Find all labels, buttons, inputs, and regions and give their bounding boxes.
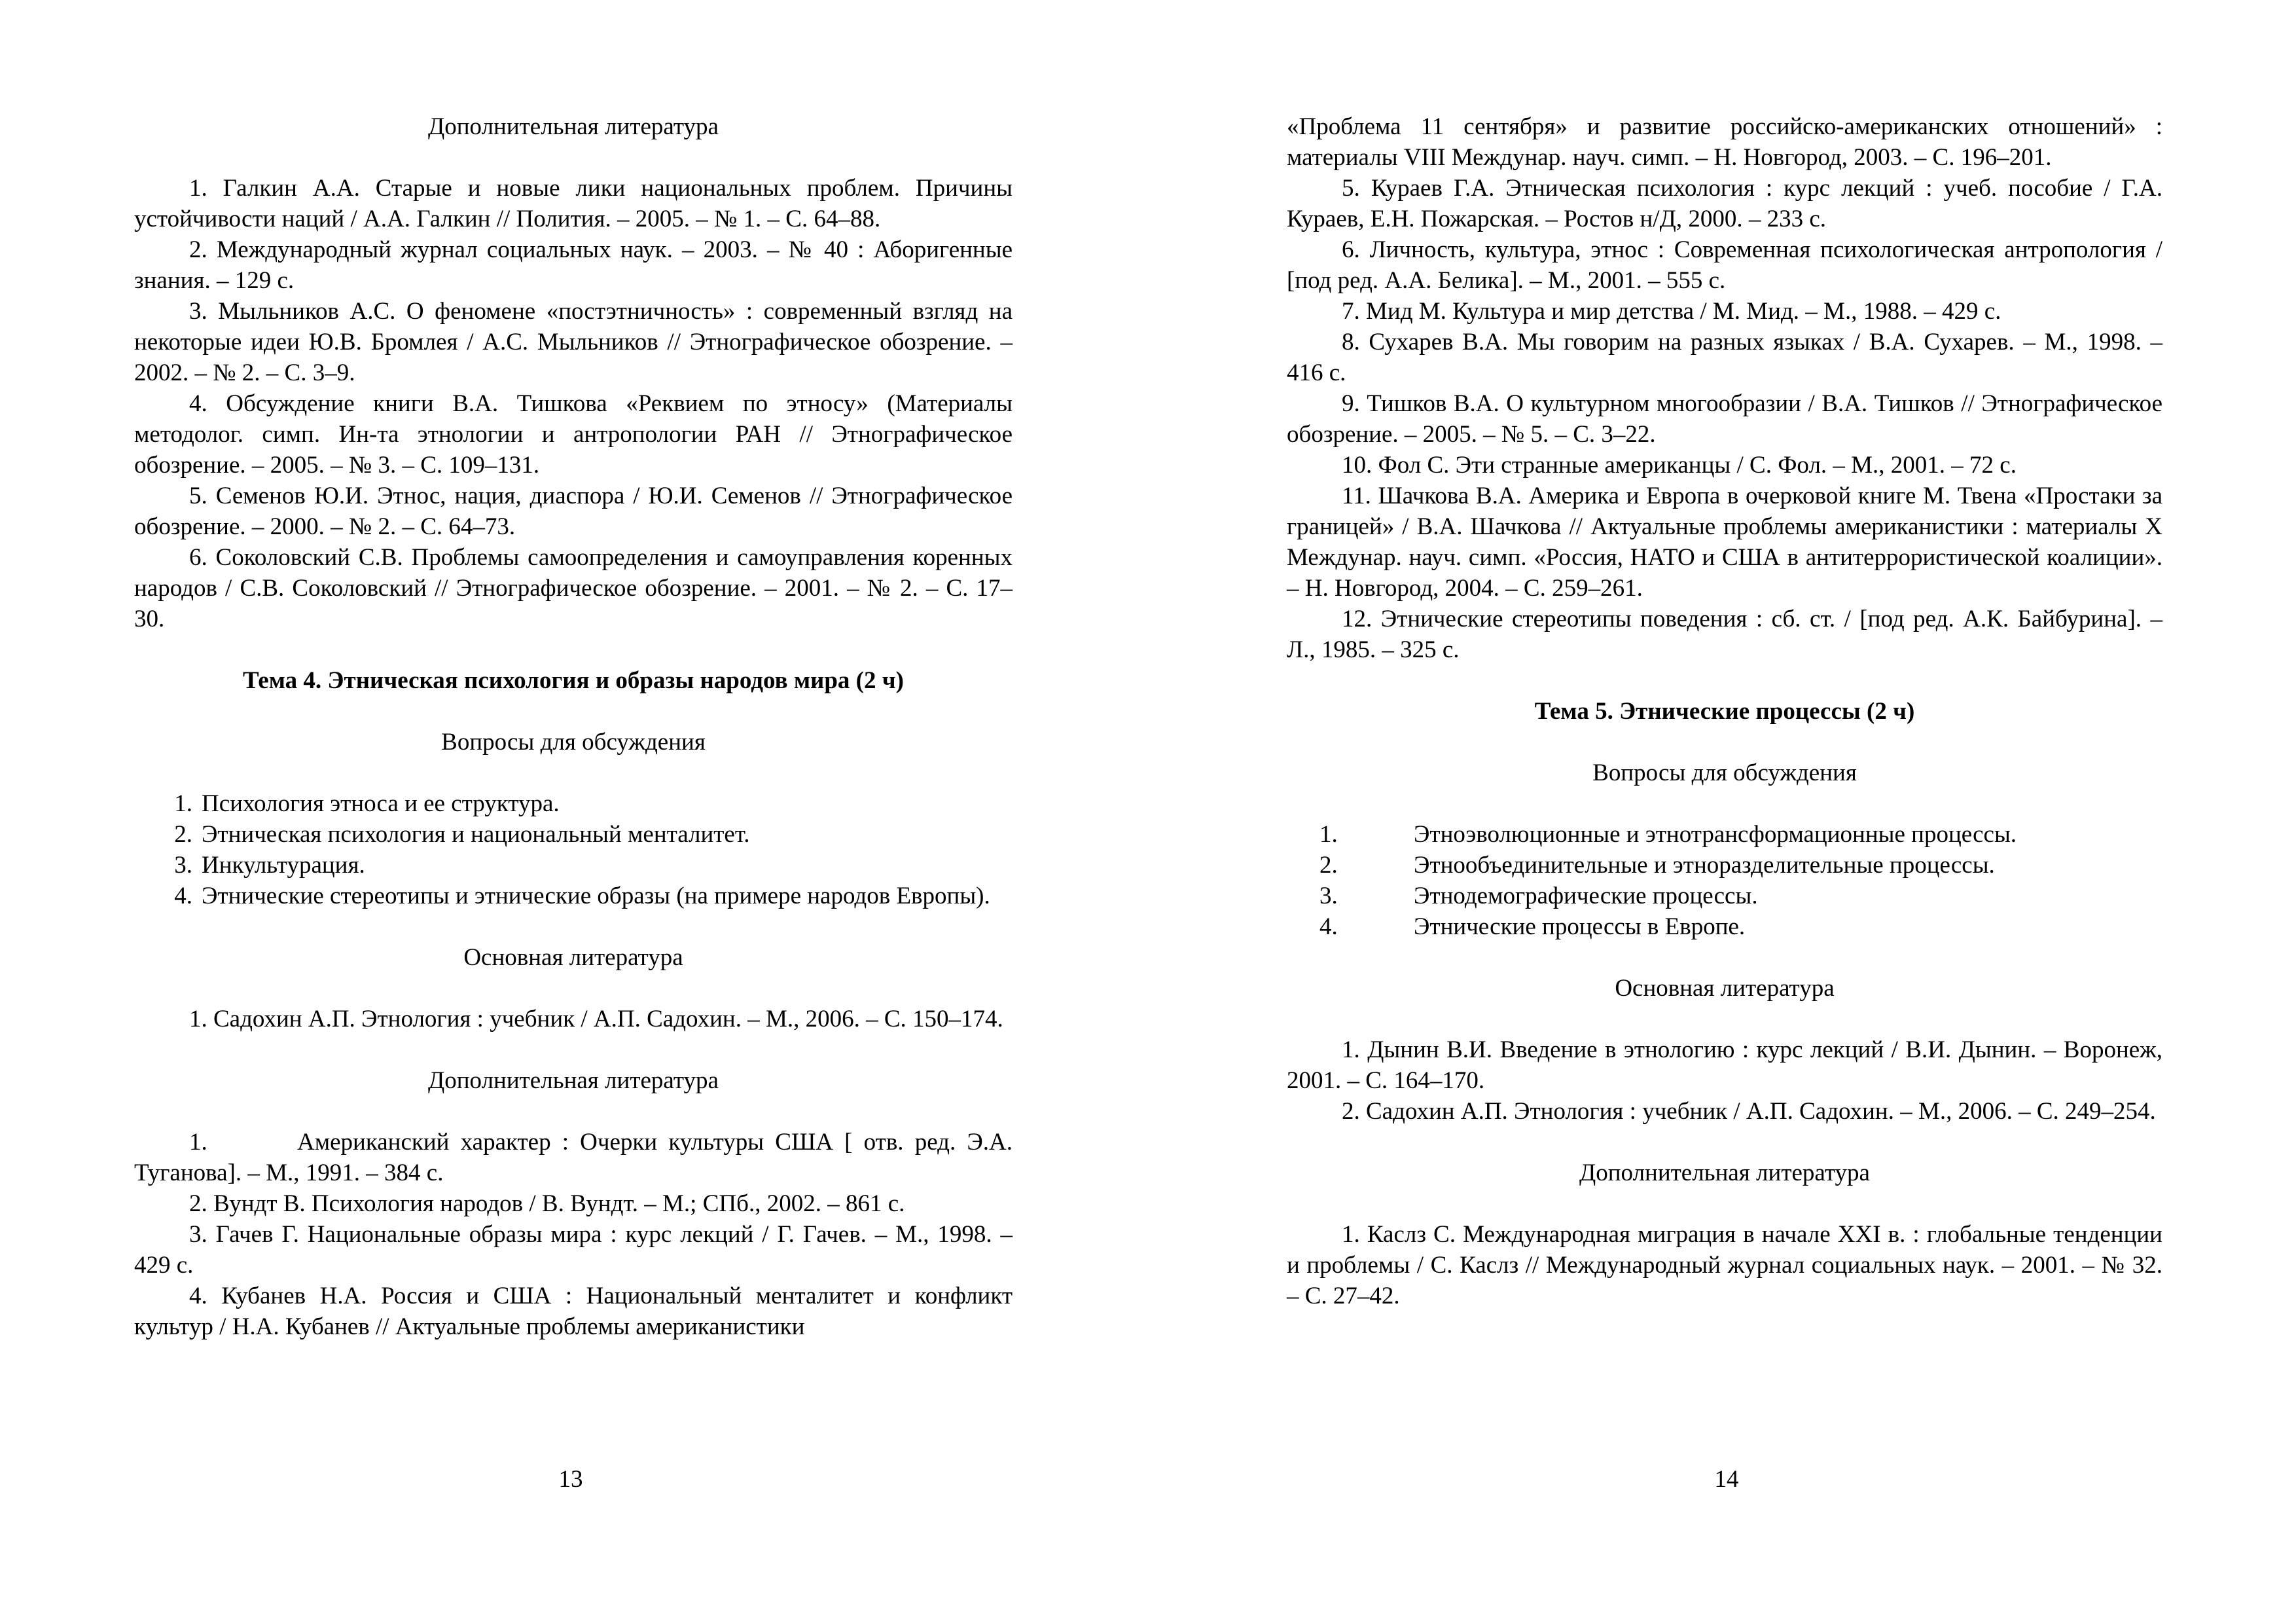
- main-lit-heading-4: Основная литература: [463, 944, 683, 971]
- reference-item: 1. Американский характер : Очерки культуры США [ отв. ред. Э.А. Туганова]. – М., 1991. – 384 с.: [134, 1129, 1019, 1186]
- list-item: 4. Этнические процессы в Европе.: [1319, 913, 1746, 940]
- list-item: 2. Этнообъединительные и этноразделительные процессы.: [1319, 852, 1995, 879]
- reference-item: 2. Садохин А.П. Этнология : учебник / А.П. Садохин. – М., 2006. – С. 249–254.: [1342, 1098, 2156, 1125]
- reference-item: 9. Тишков В.А. О культурном многообразии / В.А. Тишков // Этнографическое обозрение. – 2005. – № 5. – С. 3–22.: [1287, 390, 2162, 448]
- extra-lit-heading-2: Дополнительная литература: [428, 1067, 719, 1094]
- reference-item: 5. Кураев Г.А. Этническая психология : курс лекций : учеб. пособие / Г.А. Кураев, Е.Н. Пожарская. – Ростов н/Д, 2000. – 233 с.: [1287, 175, 2162, 232]
- main-lit-heading-5: Основная литература: [1615, 975, 1835, 1002]
- reference-item: 7. Мид М. Культура и мир детства / М. Мид. – М., 1988. – 429 с.: [1342, 298, 2001, 325]
- reference-item: 11. Шачкова В.А. Америка и Европа в очерковой книге М. Твена «Простаки за границей» / В.А. Шачкова // Актуальные проблемы американистики : материалы X Междунар. науч. симп. «Россия, НАТО и США в антитеррористической коалиции». – Н. Новгород, 2004. – С. 259–261.: [1287, 483, 2162, 602]
- questions-list-5: [1287, 819, 2162, 942]
- reference-item: 3. Мыльников А.С. О феномене «постэтничность» : современный взгляд на некоторые идеи Ю.В. Бромлея / А.С. Мыльников // Этнографическое обозрение. – 2002. – № 2. – С. 3–9.: [134, 298, 1013, 386]
- extra-refs-2: [134, 1127, 1019, 1342]
- right-page: [1287, 111, 2162, 1311]
- reference-item: 4. Кубанев Н.А. Россия и США : Национальный менталитет и конфликт культур / Н.А. Кубанев // Актуальные проблемы американистики: [134, 1283, 1013, 1340]
- extra-refs-cont: [1287, 173, 2162, 665]
- reference-item: 1. Садохин А.П. Этнология : учебник / А.П. Садохин. – М., 2006. – С. 150–174.: [189, 1006, 1003, 1032]
- reference-item: 4. Обсуждение книги В.А. Тишкова «Реквием по этносу» (Материалы методолог. симп. Ин-та этнологии и антропологии РАН // Этнографическое обозрение. – 2005. – № 3. – С. 109–131.: [134, 390, 1013, 479]
- extra-lit-heading-5: Дополнительная литература: [1579, 1159, 1870, 1186]
- extra-refs-1: [134, 173, 1013, 634]
- list-item: 3. Этнодемографические процессы.: [1319, 883, 1758, 909]
- reference-item: 1. Каслз С. Международная миграция в начале XXI в. : глобальные тенденции и проблемы / С. Каслз // Международный журнал социальных наук. – 2001. – № 32. – С. 27–42.: [1287, 1221, 2162, 1309]
- topic-4-title: Тема 4. Этническая психология и образы народов мира (2 ч): [243, 667, 904, 694]
- list-item: 2. Этническая психология и национальный менталитет.: [174, 821, 750, 848]
- reference-item: 10. Фол С. Эти странные американцы / С. Фол. – М., 2001. – 72 с.: [1342, 452, 2017, 479]
- reference-item: 2. Международный журнал социальных наук. – 2003. – № 40 : Аборигенные знания. – 129 с.: [134, 236, 1013, 294]
- reference-item: 6. Личность, культура, этнос : Современная психологическая антропология / [под ред. А.А. Белика]. – М., 2001. – 555 с.: [1287, 236, 2162, 294]
- questions-heading-5: Вопросы для обсуждения: [1592, 759, 1857, 786]
- reference-item: 1. Дынин В.И. Введение в этнологию : курс лекций / В.И. Дынин. – Воронеж, 2001. – С. 164–170.: [1287, 1036, 2162, 1094]
- questions-list-4: [134, 788, 1013, 911]
- page-number-right: 14: [1714, 1466, 1739, 1493]
- list-item: 4. Этнические стереотипы и этнические образы (на примере народов Европы).: [174, 883, 990, 909]
- topic-5-title: Тема 5. Этнические процессы (2 ч): [1534, 698, 1915, 725]
- reference-item: 5. Семенов Ю.И. Этнос, нация, диаспора / Ю.И. Семенов // Этнографическое обозрение. – 2000. – № 2. – С. 64–73.: [134, 483, 1013, 540]
- list-item: 3. Инкультурация.: [174, 852, 365, 879]
- list-item: 1. Психология этноса и ее структура.: [174, 790, 560, 817]
- reference-item: 8. Сухарев В.А. Мы говорим на разных языках / В.А. Сухарев. – М., 1998. – 416 с.: [1287, 329, 2162, 386]
- page-number-left: 13: [558, 1466, 583, 1493]
- list-item: 1. Этноэволюционные и этнотрансформационные процессы.: [1319, 821, 2017, 848]
- extra-lit-heading-1: Дополнительная литература: [428, 113, 719, 140]
- reference-item: 3. Гачев Г. Национальные образы мира : курс лекций / Г. Гачев. – М., 1998. – 429 с.: [134, 1221, 1013, 1279]
- reference-continuation: «Проблема 11 сентября» и развитие российско-американских отношений» : материалы VIII Междунар. науч. симп. – Н. Новгород, 2003. – С. 196–201.: [1287, 113, 2162, 171]
- reference-item: 12. Этнические стереотипы поведения : сб. ст. / [под ред. А.К. Байбурина]. – Л., 1985. – 325 с.: [1287, 606, 2162, 663]
- questions-heading-4: Вопросы для обсуждения: [441, 729, 706, 756]
- reference-item: 1. Галкин А.А. Старые и новые лики национальных проблем. Причины устойчивости наций / А.А. Галкин // Полития. – 2005. – № 1. – С. 64–88.: [134, 175, 1013, 232]
- reference-item: 6. Соколовский С.В. Проблемы самоопределения и самоуправления коренных народов / С.В. Соколовский // Этнографическое обозрение. – 2001. – № 2. – С. 17–30.: [134, 544, 1013, 632]
- reference-item: 2. Вундт В. Психология народов / В. Вундт. – М.; СПб., 2002. – 861 с.: [189, 1190, 905, 1217]
- left-page: [134, 111, 1019, 1342]
